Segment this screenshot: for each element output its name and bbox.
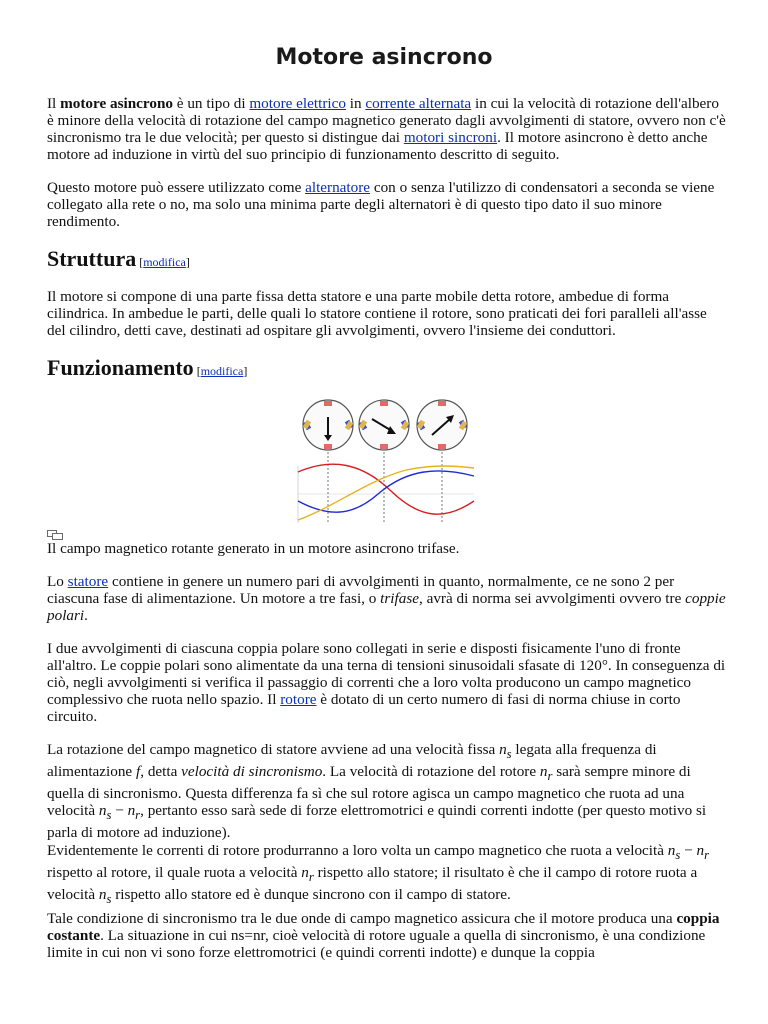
text-run: , avrà di norma sei avvolgimenti ovvero tre <box>418 590 686 607</box>
rotating-field-figure[interactable] <box>296 396 476 524</box>
math-symbol: n <box>696 842 705 859</box>
text-run: con o senza l'utilizzo di condensatori a seconda se viene collegato alla rete o no, ma solo una minima parte degli alternatori è di questo tipo dato il suo minore rendimento. <box>47 179 715 230</box>
text-run: , pertanto esso sarà sede di forze elettromotrici e quindi correnti indotte (per questo motivo si parla di motore ad induzione). <box>47 802 707 842</box>
edit-link-funzionamento[interactable]: modifica <box>200 364 244 378</box>
intro-paragraph-1 <box>47 95 727 163</box>
funzionamento-paragraph-3 <box>47 741 727 841</box>
math-subscript: r <box>135 808 141 823</box>
bold-term: coppia costante <box>47 910 720 944</box>
text-run: La rotazione del campo magnetico di statore avviene ad una velocità fissa <box>47 741 500 758</box>
link-motori-sincroni[interactable]: motori sincroni <box>403 129 498 146</box>
text-run: . <box>84 607 88 624</box>
math-operator: − <box>680 842 697 859</box>
math-symbol: n <box>301 864 309 882</box>
math-subscript: s <box>675 848 681 863</box>
stator-diagrams <box>303 400 467 450</box>
struttura-paragraph: Il motore si compone di una parte fissa detta statore e una parte mobile detta rotore, ambedue di forma cilindrica. In ambedue le parti, delle quali lo statore contiene il rotore, sono praticati dei fori paralleli all'asse del cilindro, detti cave, destinati ad ospitare gli avvolgimenti, ovvero l'insieme dei conduttori. <box>47 288 707 339</box>
text-run: in <box>345 95 366 112</box>
text-run: Tale condizione di sincronismo tra le due onde di campo magnetico assicura che il motore produca una <box>47 910 677 927</box>
stator-2 <box>359 400 409 450</box>
link-corrente-alternata[interactable]: corrente alternata <box>365 95 472 112</box>
stator-1 <box>303 400 353 450</box>
heading-struttura <box>47 245 190 276</box>
edit-link-struttura[interactable]: modifica <box>143 255 186 269</box>
bracket: ] <box>185 255 190 269</box>
funzionamento-paragraph-2 <box>47 640 727 725</box>
text-run: Lo <box>47 573 68 590</box>
edit-section <box>136 255 190 269</box>
bracket: ] <box>243 364 248 378</box>
text-run: Il <box>47 95 61 112</box>
text-run: è dotato di un certo numero di fasi di norma chiuse in corto circuito. <box>47 691 681 725</box>
text-run: contiene in genere un numero pari di avvolgimenti in quanto, normalmente, ce ne sono 2 per ciascuna fase di alimentazione. Un motore a tre fasi, o <box>47 573 675 607</box>
bracket: [ <box>193 364 201 378</box>
math-symbol: n <box>539 763 548 781</box>
text-run: , detta <box>140 763 182 781</box>
math-operator: − <box>111 802 128 820</box>
math-symbol: n <box>98 802 107 820</box>
text-run: . La velocità di rotazione del rotore <box>322 763 540 781</box>
text-run: . Il motore asincrono è detto anche motore ad induzione in virtù del suo principio di funzionamento descritto di seguito. <box>47 129 708 163</box>
text-run: è un tipo di <box>173 95 250 112</box>
link-motore-elettrico[interactable]: motore elettrico <box>249 95 346 112</box>
math-symbol: n <box>499 741 507 758</box>
bracket: [ <box>136 255 144 269</box>
text-run: Evidentemente le correnti di rotore produrranno a loro volta un campo magnetico che ruota a velocità <box>47 842 668 859</box>
text-run: in cui la velocità di rotazione dell'albero è minore della velocità di rotazione del campo magnetico generato dagli avvolgimenti di statore, ovvero non c'è sincronismo tra le due velocità; per questo si distingue dai <box>47 95 726 146</box>
text-run: I due avvolgimenti di ciascuna coppia polare sono collegati in serie e disposti fisicamente l'uno di fronte all'altro. Le coppie polari sono alimentate da una terna di tensioni sinusoidali sfasate di 120°. In conseguenza di ciò, negli avvolgimenti si verifica il passaggio di correnti che a loro volta producono un campo magnetico complessivo che ruota nello spazio. Il <box>47 640 726 708</box>
heading-funzionamento <box>47 354 247 385</box>
edit-section <box>194 364 248 378</box>
math-symbol: n <box>98 886 107 904</box>
text-run: legata alla frequenza di alimentazione <box>47 741 657 781</box>
bold-term: motore asincrono <box>60 95 173 112</box>
heading-text: Struttura <box>47 246 137 271</box>
enlarge-icon[interactable] <box>47 530 63 540</box>
math-symbol: f <box>135 763 141 781</box>
funzionamento-paragraph-1 <box>47 573 727 624</box>
math-subscript: r <box>308 870 314 885</box>
intro-paragraph-2 <box>47 179 727 230</box>
text-run: sarà sempre minore di quella di sincronismo. Questa differenza fa sì che sul rotore agisca un campo magnetico che ruota ad una velocità <box>47 763 691 820</box>
page-title: Motore asincrono <box>275 45 493 70</box>
funzionamento-paragraph-5 <box>47 910 727 961</box>
text-run: . La situazione in cui ns=nr, cioè velocità di rotore uguale a quella di sincronismo, è una condizione limite in cui non vi sono forze elettromotrici (e quindi correnti indotte) e dunque la coppia <box>47 927 706 961</box>
math-subscript: r <box>704 848 709 863</box>
phase-waveforms <box>298 452 474 523</box>
heading-text: Funzionamento <box>47 355 194 380</box>
math-subscript: s <box>106 808 112 823</box>
math-subscript: s <box>106 892 112 907</box>
italic-term: coppie polari <box>47 590 726 624</box>
figure-caption: Il campo magnetico rotante generato in un motore asincrono trifase. <box>47 540 460 557</box>
link-rotore[interactable]: rotore <box>280 691 317 708</box>
link-alternatore[interactable]: alternatore <box>305 179 371 196</box>
italic-term: velocità di sincronismo <box>181 763 323 781</box>
link-statore[interactable]: statore <box>67 573 109 590</box>
math-subscript: r <box>547 769 553 784</box>
text-run: rispetto allo statore; il risultato è che il campo di rotore ruota a velocità <box>47 864 698 904</box>
italic-term: trifase <box>380 590 419 607</box>
text-run: Questo motore può essere utilizzato come <box>47 179 306 196</box>
math-symbol: n <box>667 842 676 859</box>
text-run: rispetto al rotore, il quale ruota a velocità <box>47 864 302 882</box>
funzionamento-paragraph-4 <box>47 842 727 908</box>
text-run: rispetto allo statore ed è dunque sincrono con il campo di statore. <box>111 886 511 904</box>
math-symbol: n <box>127 802 136 820</box>
math-subscript: s <box>506 747 512 762</box>
stator-3 <box>417 400 467 450</box>
